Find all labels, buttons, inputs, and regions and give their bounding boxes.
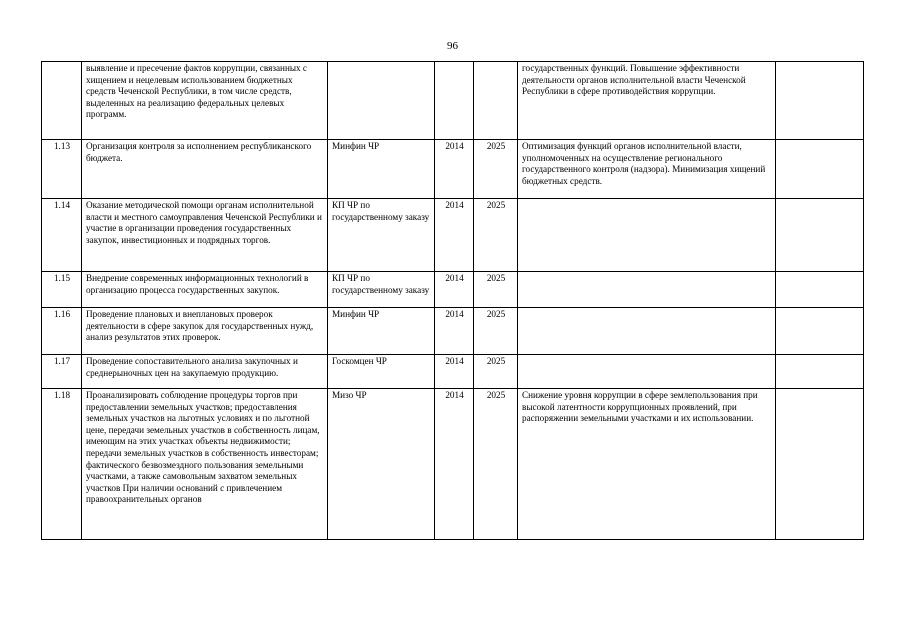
measure-text: Внедрение современных информационных технологий в организацию процесса государственных закупок. (82, 272, 328, 308)
measure-text: Оказание методической помощи органам исполнительной власти и местного самоуправления Чеченской Республики и участие в организации проведения государственных закупок, инвестиционных и подрядных торгов. (82, 199, 328, 272)
measures-table (41, 61, 864, 540)
table-row (42, 308, 864, 355)
start-year: 2014 (435, 389, 474, 540)
measure-text: Организация контроля за исполнением республиканского бюджета. (82, 140, 328, 199)
start-year: 2014 (435, 355, 474, 389)
executor-text: Госкомцен ЧР (328, 355, 435, 389)
executor-text: Минфин ЧР (328, 308, 435, 355)
start-year: 2014 (435, 272, 474, 308)
row-number: 1.17 (42, 355, 82, 389)
result-text: Снижение уровня коррупции в сфере землепользования при высокой латентности коррупционных проявлений, при распоряжении земельными участками и их использовании. (518, 389, 776, 540)
extra-cell (776, 62, 864, 140)
table-row (42, 272, 864, 308)
table-row (42, 389, 864, 540)
end-year: 2025 (474, 355, 518, 389)
row-number: 1.15 (42, 272, 82, 308)
extra-cell (776, 389, 864, 540)
table-row (42, 199, 864, 272)
measure-text: Проанализировать соблюдение процедуры торгов при предоставлении земельных участков; предоставления земельных участков на льготных условиях и по льготной цене, передачи земельных участков в собственность лицам, имеющим на этих участках объекты недвижимости; передачи земельных участков в собственность инвесторам; фактического безвозмездного пользования земельными участками, а также самовольным захватом земельных участков При наличии оснований с привлечением правоохранительных органов (82, 389, 328, 540)
extra-cell (776, 140, 864, 199)
table-row (42, 355, 864, 389)
measure-text: выявление и пресечение фактов коррупции, связанных с хищением и нецелевым использованием бюджетных средств Чеченской Республики, в том числе средств, выделенных на реализацию федеральных целевых программ. (82, 62, 328, 140)
measure-text: Проведение сопоставительного анализа закупочных и среднерыночных цен на закупаемую продукцию. (82, 355, 328, 389)
extra-cell (776, 272, 864, 308)
extra-cell (776, 308, 864, 355)
end-year: 2025 (474, 140, 518, 199)
extra-cell (776, 199, 864, 272)
start-year: 2014 (435, 199, 474, 272)
result-text (518, 272, 776, 308)
end-year: 2025 (474, 199, 518, 272)
end-year: 2025 (474, 308, 518, 355)
result-text: Оптимизация функций органов исполнительной власти, уполномоченных на осуществление регионального государственного контроля (надзора). Минимизация хищений бюджетных средств. (518, 140, 776, 199)
row-number: 1.13 (42, 140, 82, 199)
end-year (474, 62, 518, 140)
end-year: 2025 (474, 272, 518, 308)
table-row (42, 140, 864, 199)
executor-text: КП ЧР по государственному заказу (328, 272, 435, 308)
start-year (435, 62, 474, 140)
measure-text: Проведение плановых и внеплановых проверок деятельности в сфере закупок для государственных нужд, анализ результатов этих проверок. (82, 308, 328, 355)
result-text: государственных функций. Повышение эффективности деятельности органов исполнительной власти Чеченской Республики в сфере противодействия коррупции. (518, 62, 776, 140)
result-text (518, 355, 776, 389)
end-year: 2025 (474, 389, 518, 540)
result-text (518, 308, 776, 355)
extra-cell (776, 355, 864, 389)
row-number: 1.14 (42, 199, 82, 272)
row-number: 1.18 (42, 389, 82, 540)
table-row (42, 62, 864, 140)
row-number (42, 62, 82, 140)
executor-text (328, 62, 435, 140)
start-year: 2014 (435, 308, 474, 355)
executor-text: КП ЧР по государственному заказу (328, 199, 435, 272)
result-text (518, 199, 776, 272)
page-number: 96 (447, 40, 458, 52)
start-year: 2014 (435, 140, 474, 199)
executor-text: Мизо ЧР (328, 389, 435, 540)
row-number: 1.16 (42, 308, 82, 355)
executor-text: Минфин ЧР (328, 140, 435, 199)
